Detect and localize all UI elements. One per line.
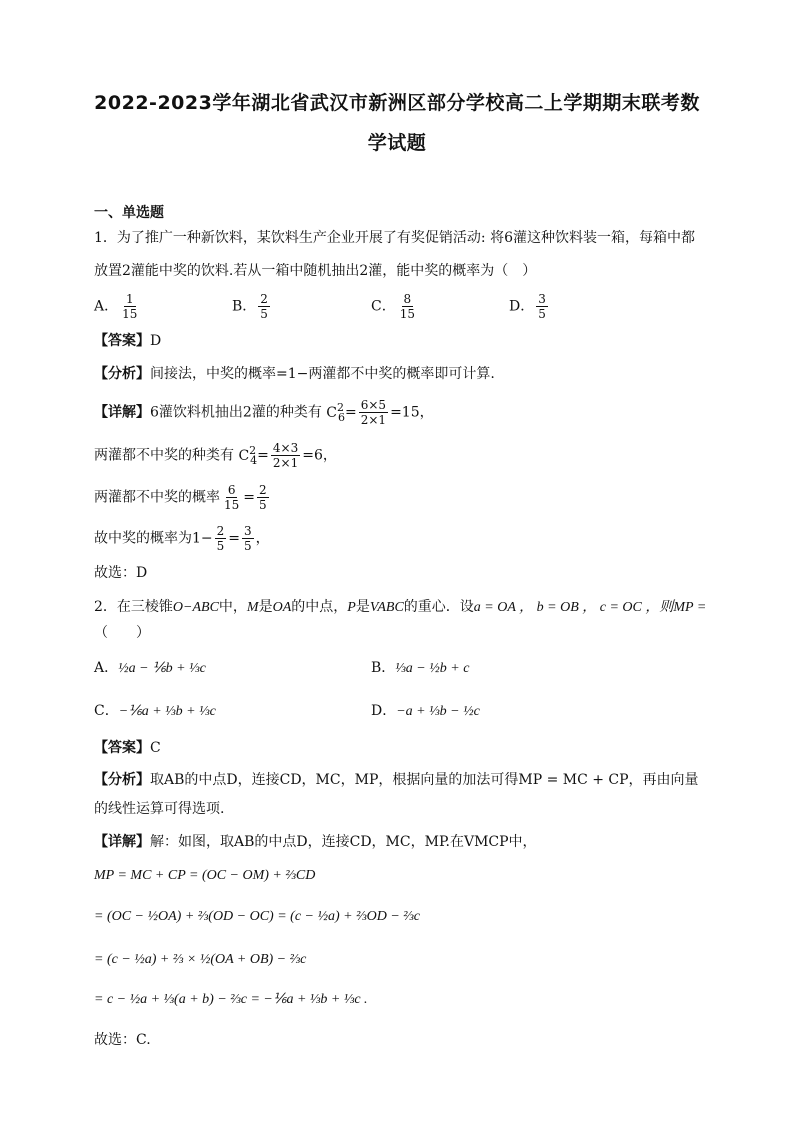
fraction bbox=[215, 524, 227, 553]
q1-stem-line1: 1．为了推广一种新饮料，某饮料生产企业开展了有奖促销活动: 将6灌这种饮料装一箱，每箱中都 bbox=[94, 230, 695, 246]
comb-sub: 6 bbox=[338, 410, 345, 424]
fraction bbox=[257, 483, 269, 512]
q2-option-d bbox=[371, 701, 480, 722]
frac-num: 2 bbox=[216, 524, 225, 538]
analysis-label: 【分析】 bbox=[94, 366, 150, 382]
q1-option-b bbox=[232, 292, 272, 321]
option-label: C． bbox=[371, 298, 396, 315]
stem-text: 中， bbox=[218, 599, 247, 615]
stem-text: 的中点， bbox=[291, 599, 348, 615]
frac-den: 5 bbox=[216, 539, 225, 553]
q2-stem-line2: （ ） bbox=[94, 625, 150, 641]
q2-analysis-line2: 的线性运算可得选项. bbox=[94, 801, 225, 817]
frac-den: 15 bbox=[224, 498, 240, 512]
q1-option-a bbox=[94, 292, 141, 321]
analysis-text: 取AB的中点D，连接CD，MC，MP，根据向量的加法可得MP = MC + CP，再由向量 bbox=[150, 772, 699, 788]
stem-text: 是 bbox=[355, 599, 370, 615]
fraction bbox=[271, 441, 300, 470]
detail-text: 两灌都不中奖的种类有 bbox=[94, 447, 234, 464]
fraction bbox=[120, 292, 139, 321]
comb-sup: 2 bbox=[337, 400, 344, 414]
detail-text: 解：如图，取AB的中点D，连接CD，MC，MP.在VMCP中， bbox=[150, 834, 537, 850]
option-expr: ⅓a − ½b + c bbox=[395, 661, 470, 676]
option-label: B． bbox=[371, 660, 396, 676]
frac-den: 15 bbox=[399, 307, 415, 321]
answer-value: C bbox=[150, 740, 161, 756]
stem-math: M bbox=[246, 600, 259, 615]
option-label: A． bbox=[94, 660, 119, 676]
combination-symbol bbox=[326, 400, 345, 424]
q1-detail-1: 【详解】6灌饮料机抽出2灌的种类有 $C^2_6=$ $\frac{6\times 5}{2\times 1}$ =15， bbox=[94, 398, 434, 427]
q1-answer bbox=[94, 331, 161, 351]
frac-num: 6 bbox=[227, 483, 236, 497]
q2-stem-line1 bbox=[94, 597, 706, 618]
frac-num: 1 bbox=[125, 292, 134, 306]
fraction bbox=[258, 292, 270, 321]
detail-text: 故中奖的概率为1− bbox=[94, 530, 213, 547]
fraction bbox=[536, 292, 548, 321]
q2-answer bbox=[94, 738, 161, 758]
q2-detail-intro bbox=[94, 832, 537, 852]
frac-num: 3 bbox=[538, 292, 546, 306]
frac-den: 5 bbox=[538, 307, 546, 321]
stem-text: 的重心．设 bbox=[403, 599, 474, 615]
doc-title-line2: 学试题 bbox=[367, 132, 427, 154]
frac-den: 5 bbox=[260, 307, 268, 321]
comb-sup: 2 bbox=[249, 443, 257, 457]
frac-num: 4×3 bbox=[272, 441, 299, 455]
answer-value: D bbox=[150, 333, 162, 349]
q1-analysis bbox=[94, 364, 495, 384]
frac-den: 15 bbox=[122, 307, 138, 321]
comb-sub: 4 bbox=[250, 453, 258, 467]
answer-label: 【答案】 bbox=[94, 740, 150, 756]
detail-text: 6灌饮料机抽出2灌的种类有 bbox=[150, 404, 322, 421]
fraction bbox=[398, 292, 417, 321]
frac-num: 2 bbox=[259, 483, 267, 497]
stem-math: VABC bbox=[369, 600, 404, 615]
q1-option-c bbox=[371, 292, 419, 321]
analysis-text: 间接法，中奖的概率=1−两灌都不中奖的概率即可计算. bbox=[150, 366, 495, 382]
analysis-label: 【分析】 bbox=[94, 772, 150, 788]
stem-math: a = OA ， b = OB ， c = OC ，则 bbox=[473, 600, 674, 615]
detail-label: 【详解】 bbox=[94, 834, 150, 850]
option-label: C． bbox=[94, 703, 119, 719]
stem-math: P bbox=[347, 600, 356, 615]
q2-analysis-line1 bbox=[94, 770, 699, 790]
option-expr: ½a − ⅙b + ⅓c bbox=[118, 661, 206, 676]
q1-detail-4: 故中奖的概率为1− $\frac{2}{5}$ = $\frac{3}{5}$ ， bbox=[94, 524, 270, 553]
section-heading: 一、单选题 bbox=[94, 205, 164, 221]
q1-detail-2: 两灌都不中奖的种类有 $C^2_4=$ $\frac{4\times 3}{2\times 1}$ =6， bbox=[94, 441, 337, 470]
detail-text: 两灌都不中奖的概率 bbox=[94, 489, 220, 506]
frac-num: 8 bbox=[403, 292, 412, 306]
detail-tail: =6， bbox=[302, 447, 337, 464]
q2-option-a bbox=[94, 658, 206, 679]
frac-num: 6×5 bbox=[360, 398, 387, 412]
frac-den: 5 bbox=[244, 539, 252, 553]
q2-equation-1: MP = MC + CP = (OC − OM) + ⅔CD bbox=[94, 868, 316, 883]
q2-equation-2: = (OC − ½OA) + ⅔(OD − OC) = (c − ½a) + ⅔OD − ⅔c bbox=[94, 909, 420, 924]
q2-conclusion: 故选：C. bbox=[94, 1032, 151, 1048]
stem-math: OA bbox=[272, 600, 292, 615]
q1-conclusion: 故选：D bbox=[94, 565, 148, 581]
answer-label: 【答案】 bbox=[94, 333, 150, 349]
option-label: B． bbox=[232, 298, 257, 315]
comb-c: C bbox=[326, 404, 337, 421]
detail-label: 【详解】 bbox=[94, 404, 150, 421]
q2-option-c bbox=[94, 701, 216, 722]
stem-text: 2．在三棱锥 bbox=[94, 599, 173, 615]
frac-den: 5 bbox=[259, 498, 267, 512]
frac-den: 2×1 bbox=[360, 413, 387, 427]
doc-title-line1: 2022-2023学年湖北省武汉市新洲区部分学校高二上学期期末联考数 bbox=[94, 92, 700, 114]
combination-symbol bbox=[238, 443, 258, 467]
q2-option-b bbox=[371, 658, 469, 679]
detail-tail: ， bbox=[255, 530, 270, 547]
comb-c: C bbox=[238, 447, 250, 464]
q1-stem-line2: 放置2灌能中奖的饮料.若从一箱中随机抽出2灌，能中奖的概率为（ ） bbox=[94, 263, 537, 279]
option-expr: −a + ⅓b − ½c bbox=[396, 704, 480, 719]
stem-math: O−ABC bbox=[172, 600, 219, 615]
q1-detail-3: 两灌都不中奖的概率 $\frac{6}{15}$ = $\frac{2}{5}$ bbox=[94, 483, 267, 512]
option-expr: −⅙a + ⅓b + ⅓c bbox=[118, 704, 216, 719]
fraction bbox=[222, 483, 241, 512]
option-label: D． bbox=[509, 298, 535, 315]
stem-math: MP = bbox=[673, 600, 707, 615]
fraction bbox=[359, 398, 388, 427]
fraction bbox=[242, 524, 254, 553]
detail-tail: =15， bbox=[390, 404, 434, 421]
option-label: D． bbox=[371, 703, 397, 719]
stem-text: 是 bbox=[258, 599, 273, 615]
q2-equation-3: = (c − ½a) + ⅔ × ½(OA + OB) − ⅔c bbox=[94, 952, 307, 967]
option-label: A． bbox=[94, 298, 119, 315]
q2-equation-4: = c − ½a + ⅓(a + b) − ⅔c = −⅙a + ⅓b + ⅓c . bbox=[94, 992, 368, 1007]
frac-num: 2 bbox=[260, 292, 268, 306]
frac-den: 2×1 bbox=[272, 456, 299, 470]
q1-option-d bbox=[509, 292, 550, 321]
frac-num: 3 bbox=[244, 524, 252, 538]
